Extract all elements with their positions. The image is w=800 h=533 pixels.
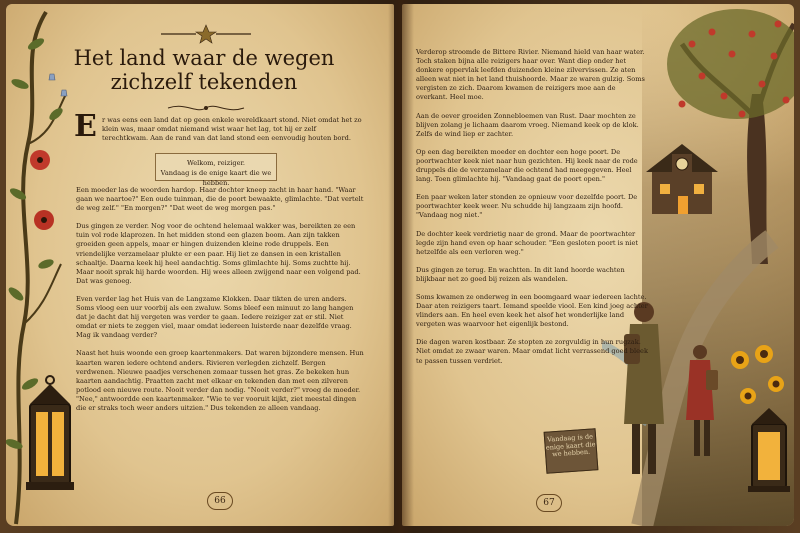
wooden-sign: Vandaag is de enige kaart die we hebben. [544, 428, 599, 474]
intro-paragraph: r was eens een land dat op geen enkele wereldkaart stond. Niet omdat het zo klein was, maar omdat niemand wist waar het lag, tot hij er zelf terechtkwam. Aan de rand van dat land stond een eenvoudig houten bord. [102, 116, 362, 143]
book-spine-gutter [388, 0, 414, 533]
flourish-icon [166, 102, 246, 114]
paragraph: Een moeder las de woorden hardop. Haar dochter kneep zacht in haar hand. "Waar gaan we naartoe?" Een oude tuinman, die de poort bewaakte, glimlachte. "Dat vertelt de weg zelf." "En morgen?" "Dat weet de weg morgen pas." [76, 186, 364, 213]
poppy-icon [26, 144, 66, 244]
star-ornament-icon [156, 24, 256, 44]
lantern-icon [24, 374, 76, 504]
paragraph: Dus gingen ze terug. En wachtten. In dit land hoorde wachten blijkbaar net zo goed bij reizen als wandelen. [416, 265, 625, 283]
paragraph: Die dagen waren kostbaar. Ze stopten ze zorgvuldig in hun rugzak. Niet omdat ze zwaar waren. Maar omdat licht verrassend goed bleek te passen tussen verdriet. [416, 338, 648, 365]
left-body-text [76, 186, 366, 422]
paragraph: Op een dag bereikten moeder en dochter een hoge poort. De poortwachter keek niet naar hun gezichten. Hij keek naar de rode druppels die de verzamelaar die ochtend had meegegeven. Heel lang. Toen glimlachte hij. "Vandaag gaat de poort open." [416, 147, 638, 184]
paragraph: Even verder lag het Huis van de Langzame Klokken. Daar tikten de uren anders. Soms vloog een uur voorbij als een zwaluw. Soms bleef een minuut zo lang hangen dat je dacht dat hij vergeten was verder te gaan. Iedere reiziger zat er stil. Niet omdat er niets te zeggen viel, maar omdat iedereen luisterde naar dezelfde vraag. Mag ik vandaag verder? [76, 294, 354, 340]
paragraph: Verderop stroomde de Bittere Rivier. Niemand hield van haar water. Toch staken bijna alle reizigers haar over. Want diep onder het donkere oppervlak leefden duizenden kleine zilvervissen. Ze aten alleen wat niet in het land thuishoorde. Maar ze waren gulzig. Soms vergisten ze zich. Daarom kwamen de reizigers moe aan de overkant. Heel moe. [416, 48, 645, 102]
drop-cap: E [74, 109, 97, 144]
sign-line-2: Vandaag is de enige kaart die we hebben. [160, 169, 272, 187]
page-title: Het land waar de wegen zichzelf tekenden [73, 46, 335, 94]
paragraph: Aan de oever groeiden Zonnebloemen van Rust. Daar mochten ze blijven zolang je lichaam daarom vroeg. Niemand keek op de klok. Zelfs de wind liep er zachter. [416, 111, 639, 138]
paragraph: De dochter keek verdrietig naar de grond. Maar de poortwachter legde zijn hand even op haar schouder. "Een gesloten poort is niet hetzelfde als een verloren weg." [416, 229, 639, 256]
page-number-left: 66 [207, 492, 233, 510]
sign-line-1: Welkom, reiziger. [186, 159, 246, 167]
right-body-text [416, 48, 648, 375]
paragraph: Een paar weken later stonden ze opnieuw voor dezelfde poort. De poortwachter keek weer. Nu schudde hij langzaam zijn hoofd. "Vandaag nog niet." [416, 193, 638, 220]
paragraph: Soms kwamen ze onderweg in een boomgaard waar iedereen lachte. Daar aten reizigers taart. Iemand speelde viool. Een kind joeg achter vlinders aan. En heel even keek het alsof het wonderlijke land vergeten was waarvoor het eigenlijk bestond. [416, 292, 648, 329]
paragraph: Naast het huis woonde een groep kaartenmakers. Dat waren bijzondere mensen. Hun kaarten waren iedere ochtend anders. Rivieren verlegden zichzelf. Bergen verdwenen. Nieuwe paadjes verschenen zomaar tussen het gras. Ze bekeken hun kaarten aandachtig. Praatten zacht met elkaar en tekenden dan met een zilveren potlood een nieuwe route. Nooit verder dan nodig. "Nooit verder?" vroeg de moeder. "Nee," antwoordde een kaartenmaker. "Wie te ver vooruit kijkt, ziet meestal dingen die er straks toch weer anders uitzien." Dus tekenden ze alleen vandaag. [76, 349, 364, 412]
page-number-right: 67 [536, 494, 562, 512]
welcome-sign [155, 153, 277, 187]
paragraph: Dus gingen ze verder. Nog voor de ochtend helemaal wakker was, bereikten ze een tuin vol rode klaprozen. In het midden stond een glazen boom. Aan zijn takken groeiden geen appels, maar er hingen duizenden kleine rode druppels. Een vriendelijke verzamelaar plukte er een paar. Hij liet ze dansen in een kristallen schaaltje. Daarna keek hij heel aandachtig. Soms glimlachte hij. Soms zuchtte hij. Maar nooit sprak hij harde woorden. Hij wees alleen zwijgend naar een volgend pad. Dat was genoeg. [76, 222, 361, 285]
